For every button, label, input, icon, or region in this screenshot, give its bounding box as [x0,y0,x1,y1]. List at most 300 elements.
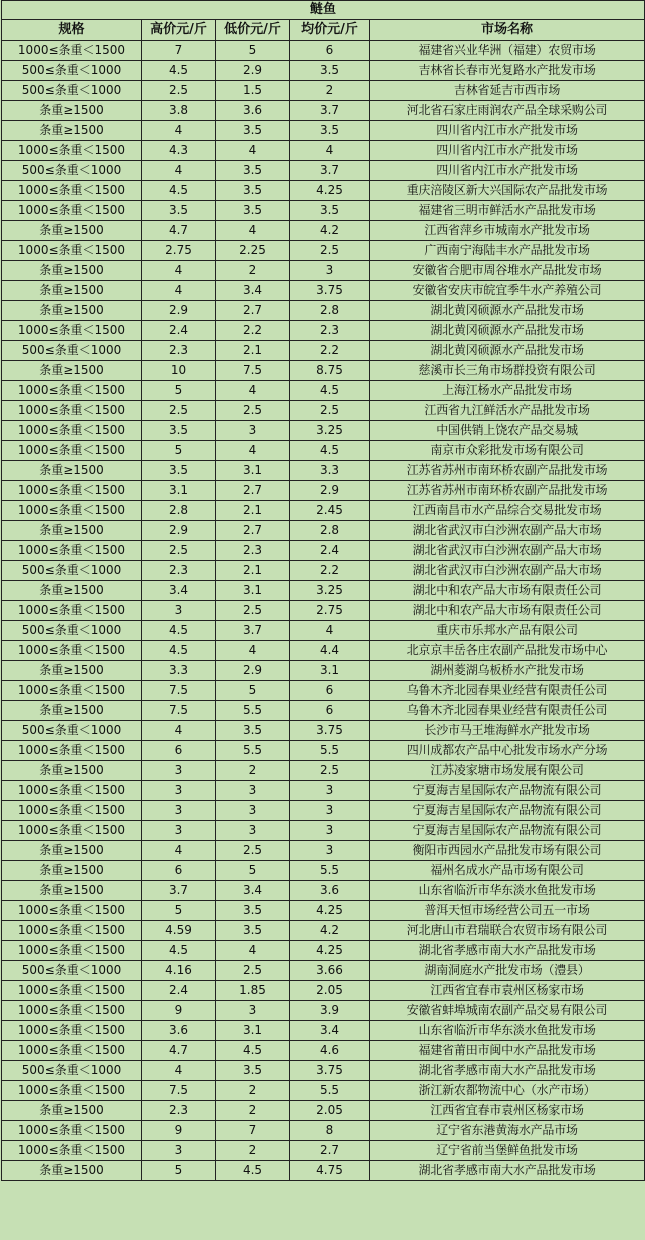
cell-spec: 条重≥1500 [2,581,142,601]
cell-avg-price: 5.5 [290,741,370,761]
cell-spec: 条重≥1500 [2,101,142,121]
cell-market-name: 山东省临沂市华东淡水鱼批发市场 [370,881,645,901]
cell-high-price: 4.5 [142,181,216,201]
cell-market-name: 河北省石家庄雨润农产品全球采购公司 [370,101,645,121]
cell-high-price: 2.3 [142,561,216,581]
cell-low-price: 2 [216,1141,290,1161]
cell-spec: 1000≤条重＜1500 [2,141,142,161]
cell-avg-price: 4.5 [290,441,370,461]
cell-low-price: 2 [216,761,290,781]
cell-low-price: 2.9 [216,661,290,681]
cell-low-price: 4 [216,641,290,661]
cell-spec: 1000≤条重＜1500 [2,541,142,561]
cell-high-price: 4 [142,281,216,301]
cell-high-price: 4.5 [142,621,216,641]
cell-low-price: 3.6 [216,101,290,121]
cell-avg-price: 4.4 [290,641,370,661]
cell-avg-price: 2.9 [290,481,370,501]
cell-avg-price: 2.7 [290,1141,370,1161]
cell-avg-price: 2.2 [290,341,370,361]
table-row [2,1041,645,1061]
cell-high-price: 9 [142,1001,216,1021]
cell-high-price: 3.5 [142,421,216,441]
cell-spec: 1000≤条重＜1500 [2,901,142,921]
cell-avg-price: 4.2 [290,221,370,241]
cell-market-name: 重庆涪陵区新大兴国际农产品批发市场 [370,181,645,201]
cell-market-name: 宁夏海吉星国际农产品物流有限公司 [370,821,645,841]
cell-low-price: 1.85 [216,981,290,1001]
cell-low-price: 5 [216,861,290,881]
cell-high-price: 6 [142,861,216,881]
cell-avg-price: 3.7 [290,101,370,121]
table-title: 鲢鱼 [2,1,645,20]
cell-spec: 条重≥1500 [2,361,142,381]
cell-high-price: 7.5 [142,681,216,701]
cell-avg-price: 4.2 [290,921,370,941]
cell-low-price: 2.7 [216,301,290,321]
cell-low-price: 2.5 [216,601,290,621]
cell-spec: 1000≤条重＜1500 [2,241,142,261]
table-row [2,601,645,621]
cell-spec: 条重≥1500 [2,221,142,241]
cell-spec: 条重≥1500 [2,261,142,281]
cell-spec: 条重≥1500 [2,761,142,781]
table-row [2,1121,645,1141]
cell-market-name: 四川成都农产品中心批发市场水产分场 [370,741,645,761]
cell-high-price: 4.16 [142,961,216,981]
cell-spec: 条重≥1500 [2,701,142,721]
cell-high-price: 4 [142,121,216,141]
cell-high-price: 5 [142,901,216,921]
cell-market-name: 上海江杨水产品批发市场 [370,381,645,401]
cell-avg-price: 2.2 [290,561,370,581]
cell-avg-price: 3.5 [290,121,370,141]
table-row [2,741,645,761]
table-row [2,581,645,601]
table-row [2,261,645,281]
cell-market-name: 吉林省长春市光复路水产批发市场 [370,61,645,81]
cell-avg-price: 2.5 [290,761,370,781]
cell-high-price: 5 [142,1161,216,1181]
cell-avg-price: 2.8 [290,301,370,321]
cell-market-name: 湖北省孝感市南大水产品批发市场 [370,1161,645,1181]
table-row [2,841,645,861]
cell-market-name: 江苏省苏州市南环桥农副产品批发市场 [370,461,645,481]
cell-high-price: 7.5 [142,701,216,721]
cell-high-price: 7 [142,41,216,61]
cell-market-name: 福州名成水产品市场有限公司 [370,861,645,881]
cell-avg-price: 3 [290,841,370,861]
cell-high-price: 3 [142,1141,216,1161]
cell-low-price: 2 [216,1081,290,1101]
cell-high-price: 4 [142,1061,216,1081]
table-row [2,361,645,381]
table-row [2,501,645,521]
table-row [2,661,645,681]
cell-market-name: 四川省内江市水产批发市场 [370,121,645,141]
table-row [2,161,645,181]
table-row [2,101,645,121]
cell-market-name: 湖北黄冈硕源水产品批发市场 [370,321,645,341]
cell-market-name: 江西省九江鲜活水产品批发市场 [370,401,645,421]
cell-low-price: 2.3 [216,541,290,561]
cell-high-price: 2.9 [142,301,216,321]
table-row [2,461,645,481]
cell-spec: 1000≤条重＜1500 [2,821,142,841]
cell-high-price: 3 [142,601,216,621]
table-title-row [2,1,645,20]
cell-market-name: 四川省内江市水产批发市场 [370,141,645,161]
cell-spec: 1000≤条重＜1500 [2,1141,142,1161]
cell-market-name: 湖北省武汉市白沙洲农副产品大市场 [370,561,645,581]
cell-low-price: 4 [216,941,290,961]
cell-market-name: 山东省临沂市华东淡水鱼批发市场 [370,1021,645,1041]
cell-spec: 1000≤条重＜1500 [2,1081,142,1101]
table-row [2,201,645,221]
cell-spec: 1000≤条重＜1500 [2,741,142,761]
cell-avg-price: 3.66 [290,961,370,981]
cell-spec: 条重≥1500 [2,301,142,321]
cell-spec: 1000≤条重＜1500 [2,941,142,961]
cell-high-price: 3 [142,821,216,841]
table-row [2,381,645,401]
cell-high-price: 4.7 [142,221,216,241]
table-row [2,521,645,541]
cell-spec: 500≤条重＜1000 [2,561,142,581]
table-row [2,1001,645,1021]
table-row [2,1061,645,1081]
cell-low-price: 7 [216,1121,290,1141]
cell-high-price: 7.5 [142,1081,216,1101]
cell-low-price: 2.1 [216,501,290,521]
cell-market-name: 安徽省安庆市皖宜季牛水产养殖公司 [370,281,645,301]
cell-low-price: 2.7 [216,521,290,541]
cell-market-name: 河北唐山市君瑞联合农贸市场有限公司 [370,921,645,941]
cell-avg-price: 4.25 [290,941,370,961]
table-row [2,241,645,261]
cell-high-price: 4 [142,721,216,741]
table-row [2,81,645,101]
cell-low-price: 2.7 [216,481,290,501]
cell-high-price: 3.5 [142,201,216,221]
cell-spec: 1000≤条重＜1500 [2,641,142,661]
cell-avg-price: 4 [290,141,370,161]
cell-avg-price: 3.5 [290,61,370,81]
cell-avg-price: 6 [290,41,370,61]
cell-low-price: 3.1 [216,1021,290,1041]
cell-high-price: 2.5 [142,541,216,561]
cell-market-name: 湖北中和农产品大市场有限责任公司 [370,581,645,601]
cell-market-name: 福建省兴业华洲（福建）农贸市场 [370,41,645,61]
cell-low-price: 3.1 [216,461,290,481]
cell-high-price: 10 [142,361,216,381]
cell-high-price: 9 [142,1121,216,1141]
cell-spec: 500≤条重＜1000 [2,621,142,641]
cell-avg-price: 6 [290,681,370,701]
cell-low-price: 5 [216,41,290,61]
cell-avg-price: 3.6 [290,881,370,901]
cell-high-price: 3.5 [142,461,216,481]
header-avg-price: 均价元/斤 [290,20,370,41]
cell-spec: 条重≥1500 [2,281,142,301]
table-body [2,41,645,1181]
table-row [2,1141,645,1161]
table-row [2,961,645,981]
table-row [2,1161,645,1181]
cell-spec: 1000≤条重＜1500 [2,441,142,461]
table-row [2,641,645,661]
cell-avg-price: 2.4 [290,541,370,561]
cell-high-price: 4.3 [142,141,216,161]
cell-market-name: 南京市众彩批发市场有限公司 [370,441,645,461]
cell-low-price: 3.5 [216,181,290,201]
table-row [2,321,645,341]
table-row [2,861,645,881]
cell-low-price: 2 [216,1101,290,1121]
cell-avg-price: 8.75 [290,361,370,381]
cell-low-price: 4.5 [216,1161,290,1181]
cell-low-price: 2.2 [216,321,290,341]
table-row [2,761,645,781]
cell-avg-price: 6 [290,701,370,721]
table-row [2,41,645,61]
table-row [2,301,645,321]
cell-high-price: 3.1 [142,481,216,501]
cell-avg-price: 2.5 [290,241,370,261]
cell-low-price: 1.5 [216,81,290,101]
cell-avg-price: 2.05 [290,981,370,1001]
cell-low-price: 4 [216,221,290,241]
cell-high-price: 2.8 [142,501,216,521]
cell-high-price: 2.3 [142,1101,216,1121]
cell-avg-price: 3.25 [290,421,370,441]
cell-market-name: 普洱天恒市场经营公司五一市场 [370,901,645,921]
cell-market-name: 湖北黄冈硕源水产品批发市场 [370,341,645,361]
cell-avg-price: 2.75 [290,601,370,621]
cell-avg-price: 4.6 [290,1041,370,1061]
table-row [2,801,645,821]
cell-spec: 500≤条重＜1000 [2,161,142,181]
table-row [2,341,645,361]
cell-market-name: 福建省三明市鲜活水产品批发市场 [370,201,645,221]
table-row [2,141,645,161]
cell-low-price: 2.1 [216,341,290,361]
table-row [2,441,645,461]
cell-high-price: 4.59 [142,921,216,941]
cell-spec: 1000≤条重＜1500 [2,1001,142,1021]
table-row [2,721,645,741]
cell-market-name: 江苏凌家塘市场发展有限公司 [370,761,645,781]
cell-low-price: 3.5 [216,161,290,181]
cell-spec: 1000≤条重＜1500 [2,1121,142,1141]
table-row [2,921,645,941]
cell-high-price: 2.5 [142,401,216,421]
cell-market-name: 宁夏海吉星国际农产品物流有限公司 [370,781,645,801]
cell-market-name: 吉林省延吉市西市场 [370,81,645,101]
cell-market-name: 重庆市乐邦水产品有限公司 [370,621,645,641]
cell-high-price: 2.4 [142,981,216,1001]
cell-market-name: 中国供销上饶农产品交易城 [370,421,645,441]
cell-high-price: 5 [142,441,216,461]
cell-spec: 1000≤条重＜1500 [2,781,142,801]
cell-market-name: 浙江新农都物流中心（水产市场） [370,1081,645,1101]
cell-avg-price: 2.3 [290,321,370,341]
cell-market-name: 江西省萍乡市城南水产批发市场 [370,221,645,241]
cell-low-price: 3.7 [216,621,290,641]
cell-market-name: 辽宁省东港黄海水产品市场 [370,1121,645,1141]
cell-spec: 1000≤条重＜1500 [2,41,142,61]
cell-market-name: 江西省宜春市袁州区杨家市场 [370,981,645,1001]
cell-avg-price: 4.75 [290,1161,370,1181]
cell-spec: 1000≤条重＜1500 [2,601,142,621]
cell-low-price: 3.5 [216,201,290,221]
cell-low-price: 2 [216,261,290,281]
cell-market-name: 四川省内江市水产批发市场 [370,161,645,181]
cell-high-price: 3 [142,781,216,801]
cell-spec: 条重≥1500 [2,1161,142,1181]
cell-high-price: 3.7 [142,881,216,901]
price-table [1,0,645,1181]
cell-avg-price: 4.25 [290,181,370,201]
cell-market-name: 湖南洞庭水产批发市场（澧县） [370,961,645,981]
table-row [2,981,645,1001]
cell-spec: 1000≤条重＜1500 [2,381,142,401]
cell-high-price: 3 [142,761,216,781]
cell-low-price: 5.5 [216,701,290,721]
header-market-name: 市场名称 [370,20,645,41]
table-row [2,621,645,641]
cell-market-name: 湖北省孝感市南大水产品批发市场 [370,941,645,961]
cell-high-price: 2.75 [142,241,216,261]
cell-market-name: 乌鲁木齐北园春果业经营有限责任公司 [370,681,645,701]
cell-market-name: 福建省莆田市闽中水产品批发市场 [370,1041,645,1061]
cell-low-price: 3.1 [216,581,290,601]
cell-market-name: 辽宁省前当堡鲜鱼批发市场 [370,1141,645,1161]
cell-low-price: 3.4 [216,881,290,901]
cell-spec: 1000≤条重＜1500 [2,201,142,221]
cell-spec: 1000≤条重＜1500 [2,801,142,821]
cell-market-name: 乌鲁木齐北园春果业经营有限责任公司 [370,701,645,721]
cell-spec: 1000≤条重＜1500 [2,981,142,1001]
cell-low-price: 3.5 [216,121,290,141]
cell-high-price: 2.5 [142,81,216,101]
table-row [2,401,645,421]
cell-avg-price: 3.1 [290,661,370,681]
cell-spec: 500≤条重＜1000 [2,81,142,101]
cell-spec: 1000≤条重＜1500 [2,481,142,501]
cell-avg-price: 3 [290,781,370,801]
cell-spec: 1000≤条重＜1500 [2,501,142,521]
cell-avg-price: 2.5 [290,401,370,421]
cell-avg-price: 2 [290,81,370,101]
cell-low-price: 3.4 [216,281,290,301]
cell-high-price: 2.3 [142,341,216,361]
cell-avg-price: 5.5 [290,861,370,881]
cell-spec: 条重≥1500 [2,861,142,881]
table-row [2,1021,645,1041]
cell-market-name: 湖北省武汉市白沙洲农副产品大市场 [370,541,645,561]
cell-avg-price: 2.05 [290,1101,370,1121]
cell-market-name: 江苏省苏州市南环桥农副产品批发市场 [370,481,645,501]
cell-spec: 500≤条重＜1000 [2,61,142,81]
header-row [2,20,645,41]
cell-avg-price: 3.3 [290,461,370,481]
cell-spec: 条重≥1500 [2,121,142,141]
cell-spec: 条重≥1500 [2,841,142,861]
header-spec: 规格 [2,20,142,41]
cell-avg-price: 4 [290,621,370,641]
cell-market-name: 湖北省武汉市白沙洲农副产品大市场 [370,521,645,541]
table-row [2,781,645,801]
cell-spec: 条重≥1500 [2,661,142,681]
cell-high-price: 4.5 [142,61,216,81]
cell-market-name: 湖州菱湖乌板桥水产批发市场 [370,661,645,681]
cell-low-price: 3 [216,801,290,821]
cell-high-price: 5 [142,381,216,401]
cell-high-price: 2.9 [142,521,216,541]
table-row [2,61,645,81]
cell-low-price: 3 [216,1001,290,1021]
table-row [2,181,645,201]
cell-avg-price: 3.5 [290,201,370,221]
cell-high-price: 4.5 [142,941,216,961]
cell-market-name: 湖北省孝感市南大水产品批发市场 [370,1061,645,1081]
cell-avg-price: 4.25 [290,901,370,921]
table-row [2,481,645,501]
table-row [2,681,645,701]
table-row [2,221,645,241]
cell-market-name: 长沙市马王堆海鲜水产批发市场 [370,721,645,741]
table-row [2,1081,645,1101]
cell-low-price: 3.5 [216,921,290,941]
cell-market-name: 江西南昌市水产品综合交易批发市场 [370,501,645,521]
cell-low-price: 2.9 [216,61,290,81]
cell-low-price: 3.5 [216,1061,290,1081]
table-row [2,541,645,561]
cell-spec: 1000≤条重＜1500 [2,321,142,341]
table-row [2,941,645,961]
cell-high-price: 4 [142,261,216,281]
cell-market-name: 湖北中和农产品大市场有限责任公司 [370,601,645,621]
cell-avg-price: 3.75 [290,721,370,741]
table-row [2,121,645,141]
cell-low-price: 5 [216,681,290,701]
cell-spec: 500≤条重＜1000 [2,961,142,981]
cell-avg-price: 2.8 [290,521,370,541]
table-row [2,901,645,921]
table-row [2,881,645,901]
cell-avg-price: 2.45 [290,501,370,521]
cell-low-price: 3 [216,821,290,841]
cell-low-price: 2.25 [216,241,290,261]
cell-low-price: 3.5 [216,901,290,921]
cell-low-price: 4 [216,141,290,161]
table-row [2,421,645,441]
cell-low-price: 3.5 [216,721,290,741]
cell-high-price: 4 [142,841,216,861]
cell-avg-price: 3.75 [290,281,370,301]
cell-high-price: 3.3 [142,661,216,681]
cell-avg-price: 4.5 [290,381,370,401]
table-row [2,1101,645,1121]
table-row [2,281,645,301]
cell-low-price: 3 [216,781,290,801]
cell-avg-price: 3 [290,801,370,821]
cell-spec: 500≤条重＜1000 [2,341,142,361]
cell-low-price: 5.5 [216,741,290,761]
cell-avg-price: 3.75 [290,1061,370,1081]
cell-high-price: 4.7 [142,1041,216,1061]
